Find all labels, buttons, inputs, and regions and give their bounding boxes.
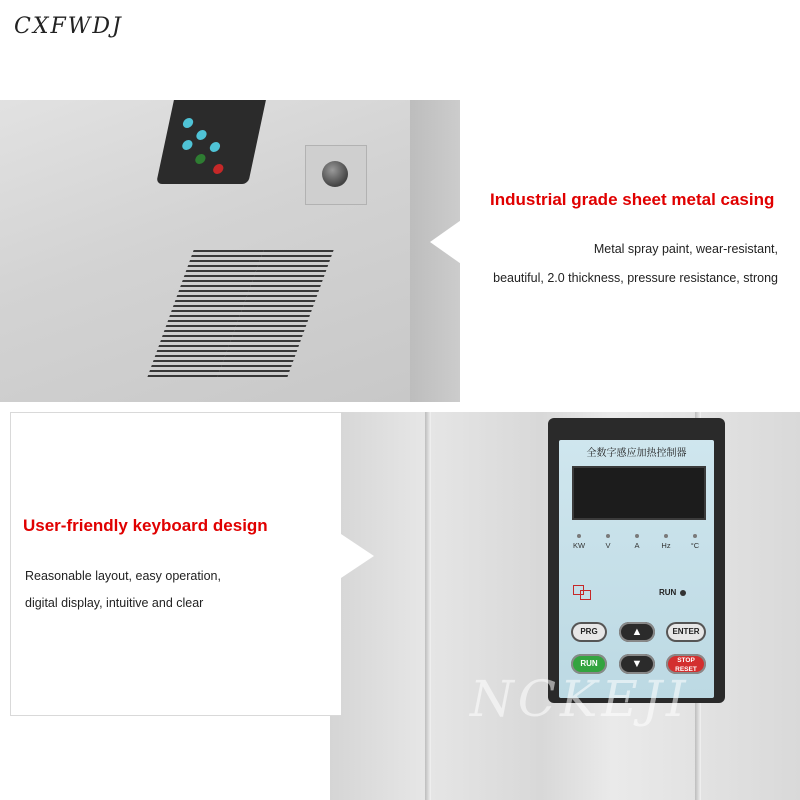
- stop-reset-button[interactable]: STOP RESET: [666, 654, 706, 674]
- callout-pointer: [430, 218, 464, 266]
- keyboard-heading: User-friendly keyboard design: [23, 516, 268, 535]
- run-indicator: RUN: [659, 588, 686, 597]
- unit-indicators: [567, 534, 707, 550]
- casing-description-line2: beautiful, 2.0 thickness, pressure resistance, strong: [493, 271, 778, 285]
- led-icon: [577, 534, 581, 538]
- led-icon: [664, 534, 668, 538]
- keyboard-description-line1: Reasonable layout, easy operation,: [25, 569, 221, 583]
- casing-description-line1: Metal spray paint, wear-resistant,: [593, 242, 778, 256]
- run-led-icon: [680, 590, 686, 596]
- unit-kw: KW: [567, 534, 591, 550]
- digital-display: [572, 466, 706, 520]
- up-arrow-button[interactable]: ▲: [619, 622, 655, 642]
- keypad-faceplate: [559, 440, 714, 698]
- lock-knob-icon: [322, 161, 348, 187]
- casing-callout: [460, 100, 800, 402]
- unit-v: V: [596, 534, 620, 550]
- run-button[interactable]: RUN: [571, 654, 607, 674]
- casing-heading: Industrial grade sheet metal casing: [490, 190, 775, 209]
- door-lock: [305, 145, 367, 205]
- led-icon: [606, 534, 610, 538]
- keyboard-callout: [10, 412, 341, 716]
- mini-keypad-image: [156, 100, 266, 184]
- controller-title: 全数字感应加热控制器: [586, 448, 687, 459]
- callout-pointer: [338, 532, 374, 580]
- brand-logo-text: CXFWDJ: [14, 14, 123, 39]
- unit-a: A: [625, 534, 649, 550]
- enter-button[interactable]: ENTER: [666, 622, 706, 642]
- led-icon: [693, 534, 697, 538]
- prg-button[interactable]: PRG: [571, 622, 607, 642]
- watermark-text: NCKEJI: [470, 670, 690, 728]
- unit-hz: Hz: [654, 534, 678, 550]
- keyboard-description-line2: digital display, intuitive and clear: [25, 596, 204, 610]
- controller-keypad: [548, 418, 725, 703]
- down-arrow-button[interactable]: ▼: [619, 654, 655, 674]
- panel-groove: [425, 412, 431, 800]
- led-icon: [635, 534, 639, 538]
- casing-photo: [0, 100, 470, 402]
- brand-logo-icon: [573, 585, 591, 599]
- unit-celsius: °C: [683, 534, 707, 550]
